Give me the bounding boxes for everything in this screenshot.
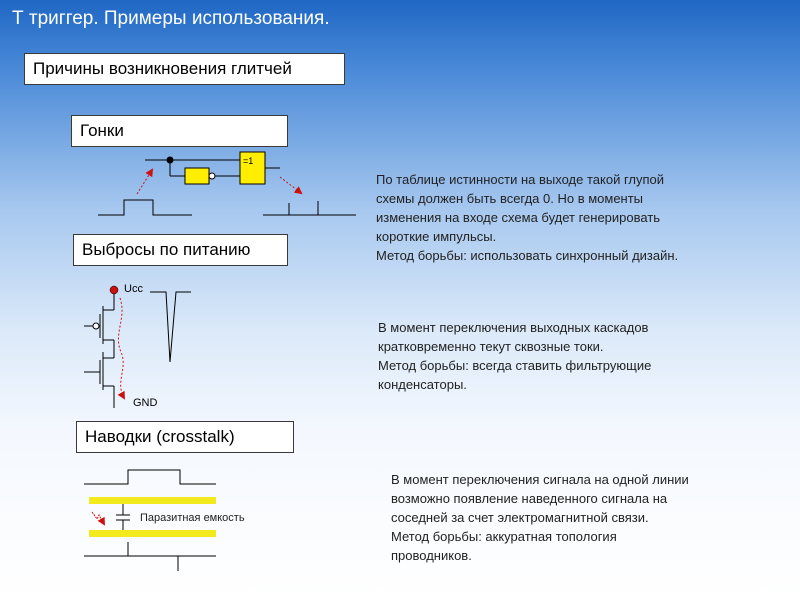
text-line: Метод борьбы: аккуратная топология <box>391 529 617 544</box>
parasitic-capacitance-label: Паразитная емкость <box>140 512 245 524</box>
current-path-icon <box>118 298 124 398</box>
power-circuit-diagram <box>84 291 191 408</box>
races-circuit-diagram <box>98 152 356 215</box>
gate-label: =1 <box>243 156 254 166</box>
slide-title: Т триггер. Примеры использования. <box>12 8 330 29</box>
text-line: По таблице истинности на выходе такой глупой <box>376 172 665 187</box>
top-conductor <box>89 497 216 504</box>
section-crosstalk-heading: Наводки (crosstalk) <box>76 421 294 453</box>
bottom-conductor <box>89 530 216 537</box>
coupling-arrow-icon <box>92 512 104 524</box>
text-line: короткие импульсы. <box>376 229 497 244</box>
text-line: конденсаторы. <box>378 377 467 392</box>
text-line: возможно появление наведенного сигнала на <box>391 491 668 506</box>
text-line: В момент переключения выходных каскадов <box>378 320 649 335</box>
text-line: изменения на входе схема будет генерировать <box>376 210 661 225</box>
text-line: Метод борьбы: использовать синхронный дизайн. <box>376 248 679 263</box>
text-line: схемы должен быть всегда 0. Но в моменты <box>376 191 644 206</box>
gnd-label: GND <box>133 397 158 409</box>
input-arrow-icon <box>137 170 152 194</box>
text-line: кратковременно текут сквозные токи. <box>378 339 604 354</box>
text-line: В момент переключения сигнала на одной линии <box>391 472 689 487</box>
text-line: проводников. <box>391 548 472 563</box>
section-power-heading: Выбросы по питанию <box>73 234 288 266</box>
vcc-label: Ucc <box>124 283 143 295</box>
subtitle-box: Причины возникновения глитчей <box>24 53 345 85</box>
section-races-heading: Гонки <box>71 115 288 147</box>
output-arrow-icon <box>280 177 301 193</box>
text-line: соседней за счет электромагнитной связи. <box>391 510 649 525</box>
buffer-gate <box>185 168 209 184</box>
vcc-node-icon <box>110 286 118 294</box>
text-line: Метод борьбы: всегда ставить фильтрующие <box>378 358 652 373</box>
